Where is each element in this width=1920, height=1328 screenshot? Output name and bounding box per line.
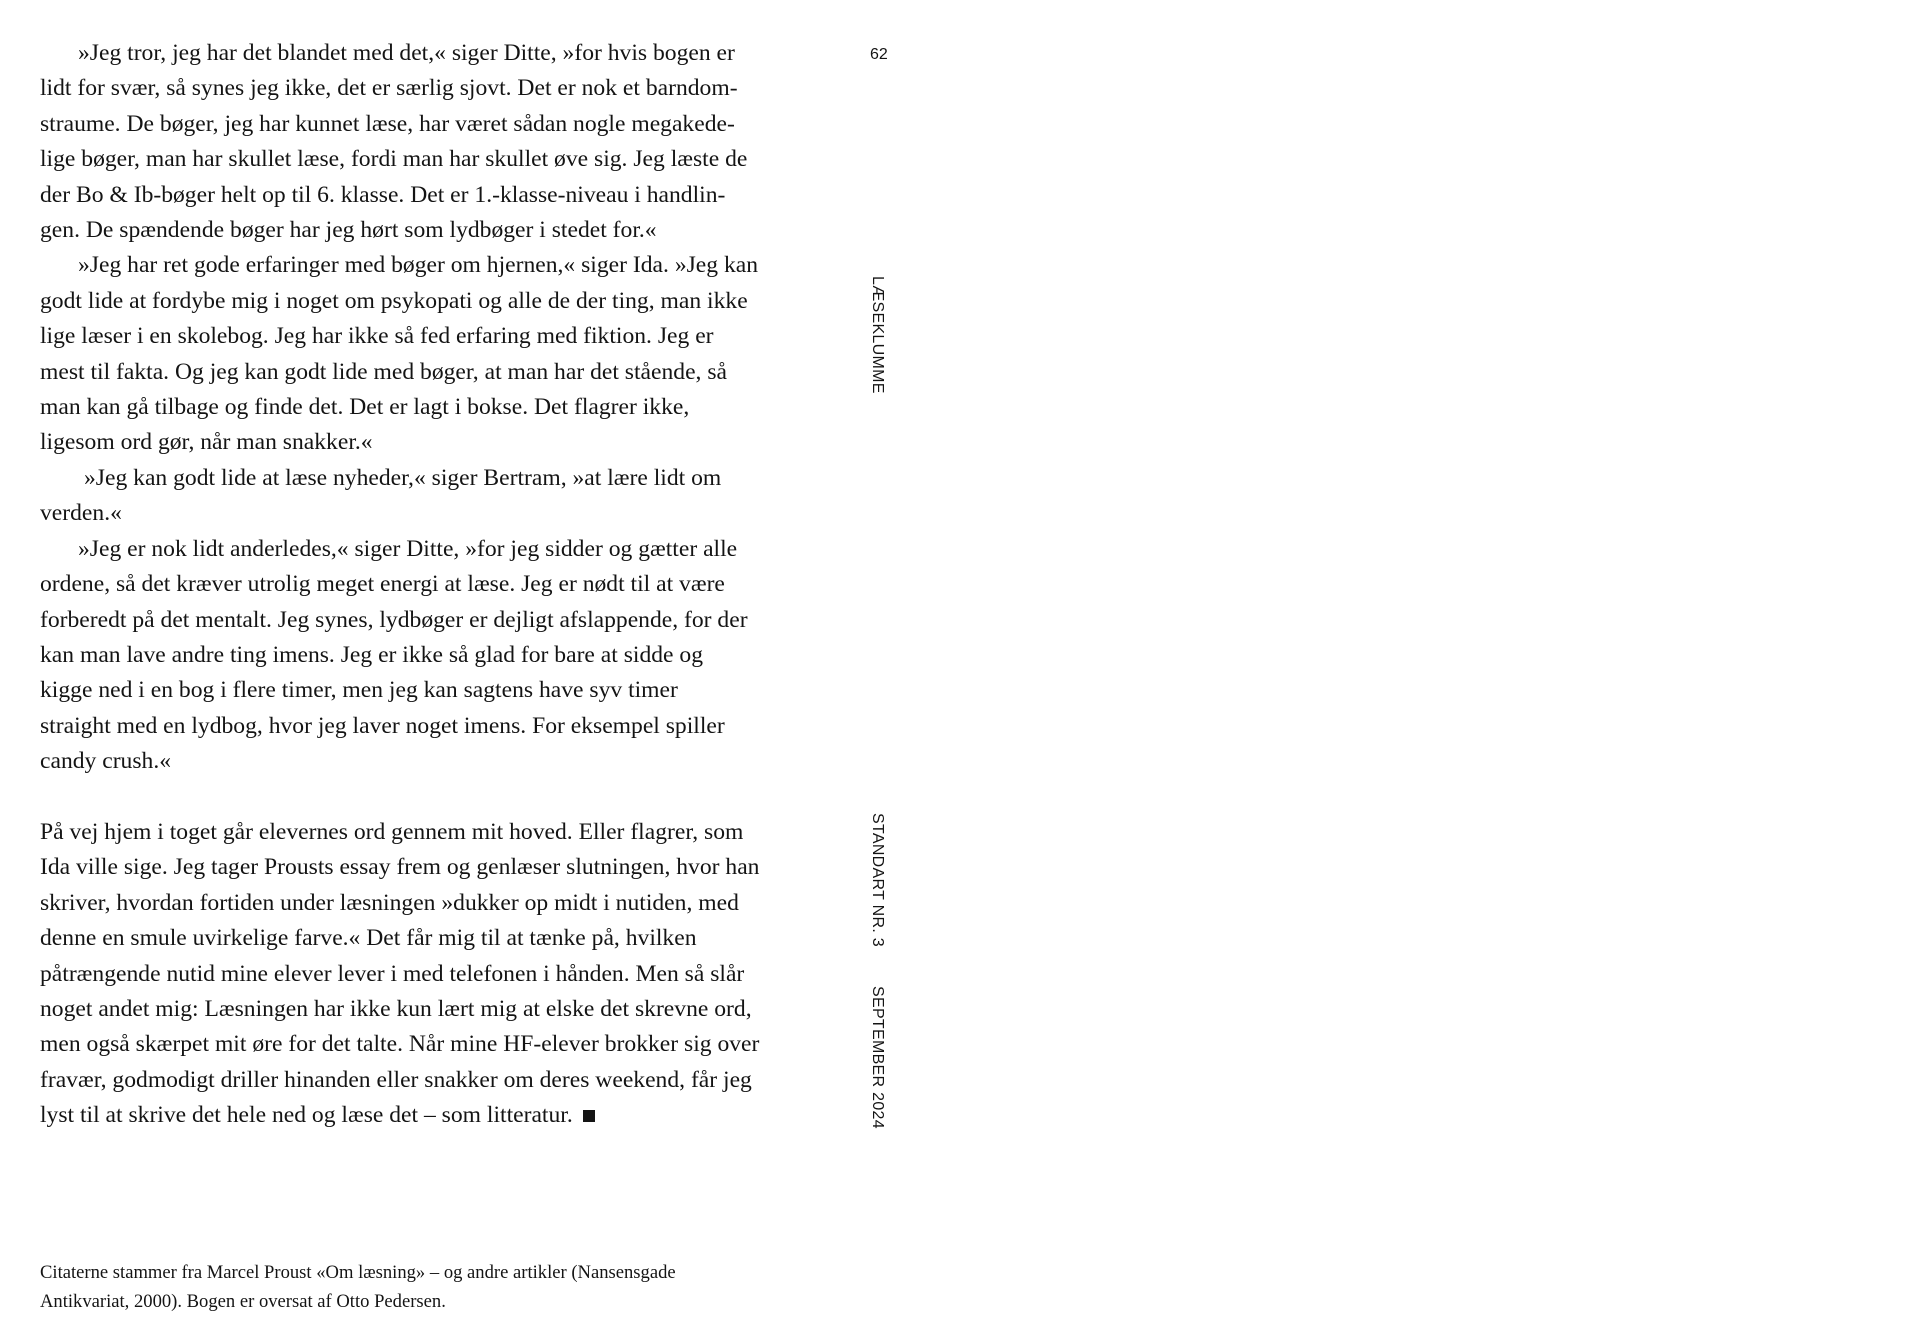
- body-line: verden.«: [40, 500, 122, 527]
- body-line: »Jeg er nok lidt anderledes,« siger Ditte, »for jeg sidder og gætter alle: [78, 535, 738, 562]
- paragraph-gap: [40, 780, 820, 815]
- body-line: lige bøger, man har skullet læse, fordi man har skullet øve sig. Jeg læste de: [40, 146, 748, 173]
- body-line: man kan gå tilbage og finde det. Det er lagt i bokse. Det flagrer ikke,: [40, 394, 690, 421]
- body-line: påtrængende nutid mine elever lever i med telefonen i hånden. Men så slår: [40, 960, 745, 987]
- body-line: noget andet mig: Læsningen har ikke kun lært mig at elske det skrevne ord,: [40, 995, 752, 1022]
- body-line: lidt for svær, så synes jeg ikke, det er særlig sjovt. Det er nok et barndom-: [40, 75, 738, 102]
- body-line: denne en smule uvirkelige farve.« Det får mig til at tænke på, hvilken: [40, 925, 697, 952]
- body-line: men også skærpet mit øre for det talte. Når mine HF-elever brokker sig over: [40, 1031, 760, 1058]
- body-line: der Bo & Ib-bøger helt op til 6. klasse. Det er 1.-klasse-niveau i handlin-: [40, 181, 726, 208]
- body-line: »Jeg har ret gode erfaringer med bøger om hjernen,« siger Ida. »Jeg kan: [78, 252, 759, 279]
- body-line: straight med en lydbog, hvor jeg laver noget imens. For eksempel spiller: [40, 712, 725, 739]
- body-line: kigge ned i en bog i flere timer, men jeg kan sagtens have syv timer: [40, 677, 678, 704]
- body-line: mest til fakta. Og jeg kan godt lide med bøger, at man har det stående, så: [40, 358, 727, 385]
- footnote-line: Antikvariat, 2000). Bogen er oversat af Otto Pedersen.: [40, 1291, 446, 1312]
- body-line: gen. De spændende bøger har jeg hørt som lydbøger i stedet for.«: [40, 217, 657, 244]
- body-line: kan man lave andre ting imens. Jeg er ikke så glad for bare at sidde og: [40, 641, 704, 668]
- footnote-line: Citaterne stammer fra Marcel Proust «Om læsning» – og andre artikler (Nansensgade: [40, 1262, 676, 1283]
- body-line: ligesom ord gør, når man snakker.«: [40, 429, 373, 456]
- end-mark-square-icon: [583, 1110, 595, 1122]
- body-line: skriver, hvordan fortiden under læsningen »dukker op midt i nutiden, med: [40, 889, 739, 916]
- body-line-last: [40, 1098, 820, 1133]
- body-line: Ida ville sige. Jeg tager Prousts essay frem og genlæser slutningen, hvor han: [40, 854, 760, 881]
- body-line: candy crush.«: [40, 748, 172, 775]
- body-line: »Jeg tror, jeg har det blandet med det,« siger Ditte, »for hvis bogen er: [78, 40, 735, 66]
- body-line: lige læser i en skolebog. Jeg har ikke så fed erfaring med fiktion. Jeg er: [40, 323, 714, 350]
- body-line: straume. De bøger, jeg har kunnet læse, har været sådan nogle megakede-: [40, 110, 735, 137]
- body-line: forberedt på det mentalt. Jeg synes, lydbøger er dejligt afslappende, for der: [40, 606, 748, 633]
- body-line-text: lyst til at skrive det hele ned og læse det – som litteratur.: [40, 1102, 573, 1129]
- body-line: fravær, godmodigt driller hinanden eller snakker om deres weekend, får jeg: [40, 1066, 752, 1093]
- body-line: På vej hjem i toget går elevernes ord gennem mit hoved. Eller flagrer, som: [40, 818, 744, 845]
- body-line: godt lide at fordybe mig i noget om psykopati og alle de der ting, man ikke: [40, 287, 748, 314]
- issue-label: STANDART NR. 3: [869, 813, 886, 948]
- footnote: [40, 1258, 860, 1316]
- page-number: 62: [870, 46, 888, 63]
- body-line: ordene, så det kræver utrolig meget energi at læse. Jeg er nødt til at være: [40, 571, 725, 598]
- body-line: »Jeg kan godt lide at læse nyheder,« siger Bertram, »at lære lidt om: [84, 464, 722, 491]
- issue-date: SEPTEMBER 2024: [869, 986, 886, 1129]
- article-body: [40, 36, 820, 1134]
- section-label: LÆSEKLUMME: [869, 276, 886, 394]
